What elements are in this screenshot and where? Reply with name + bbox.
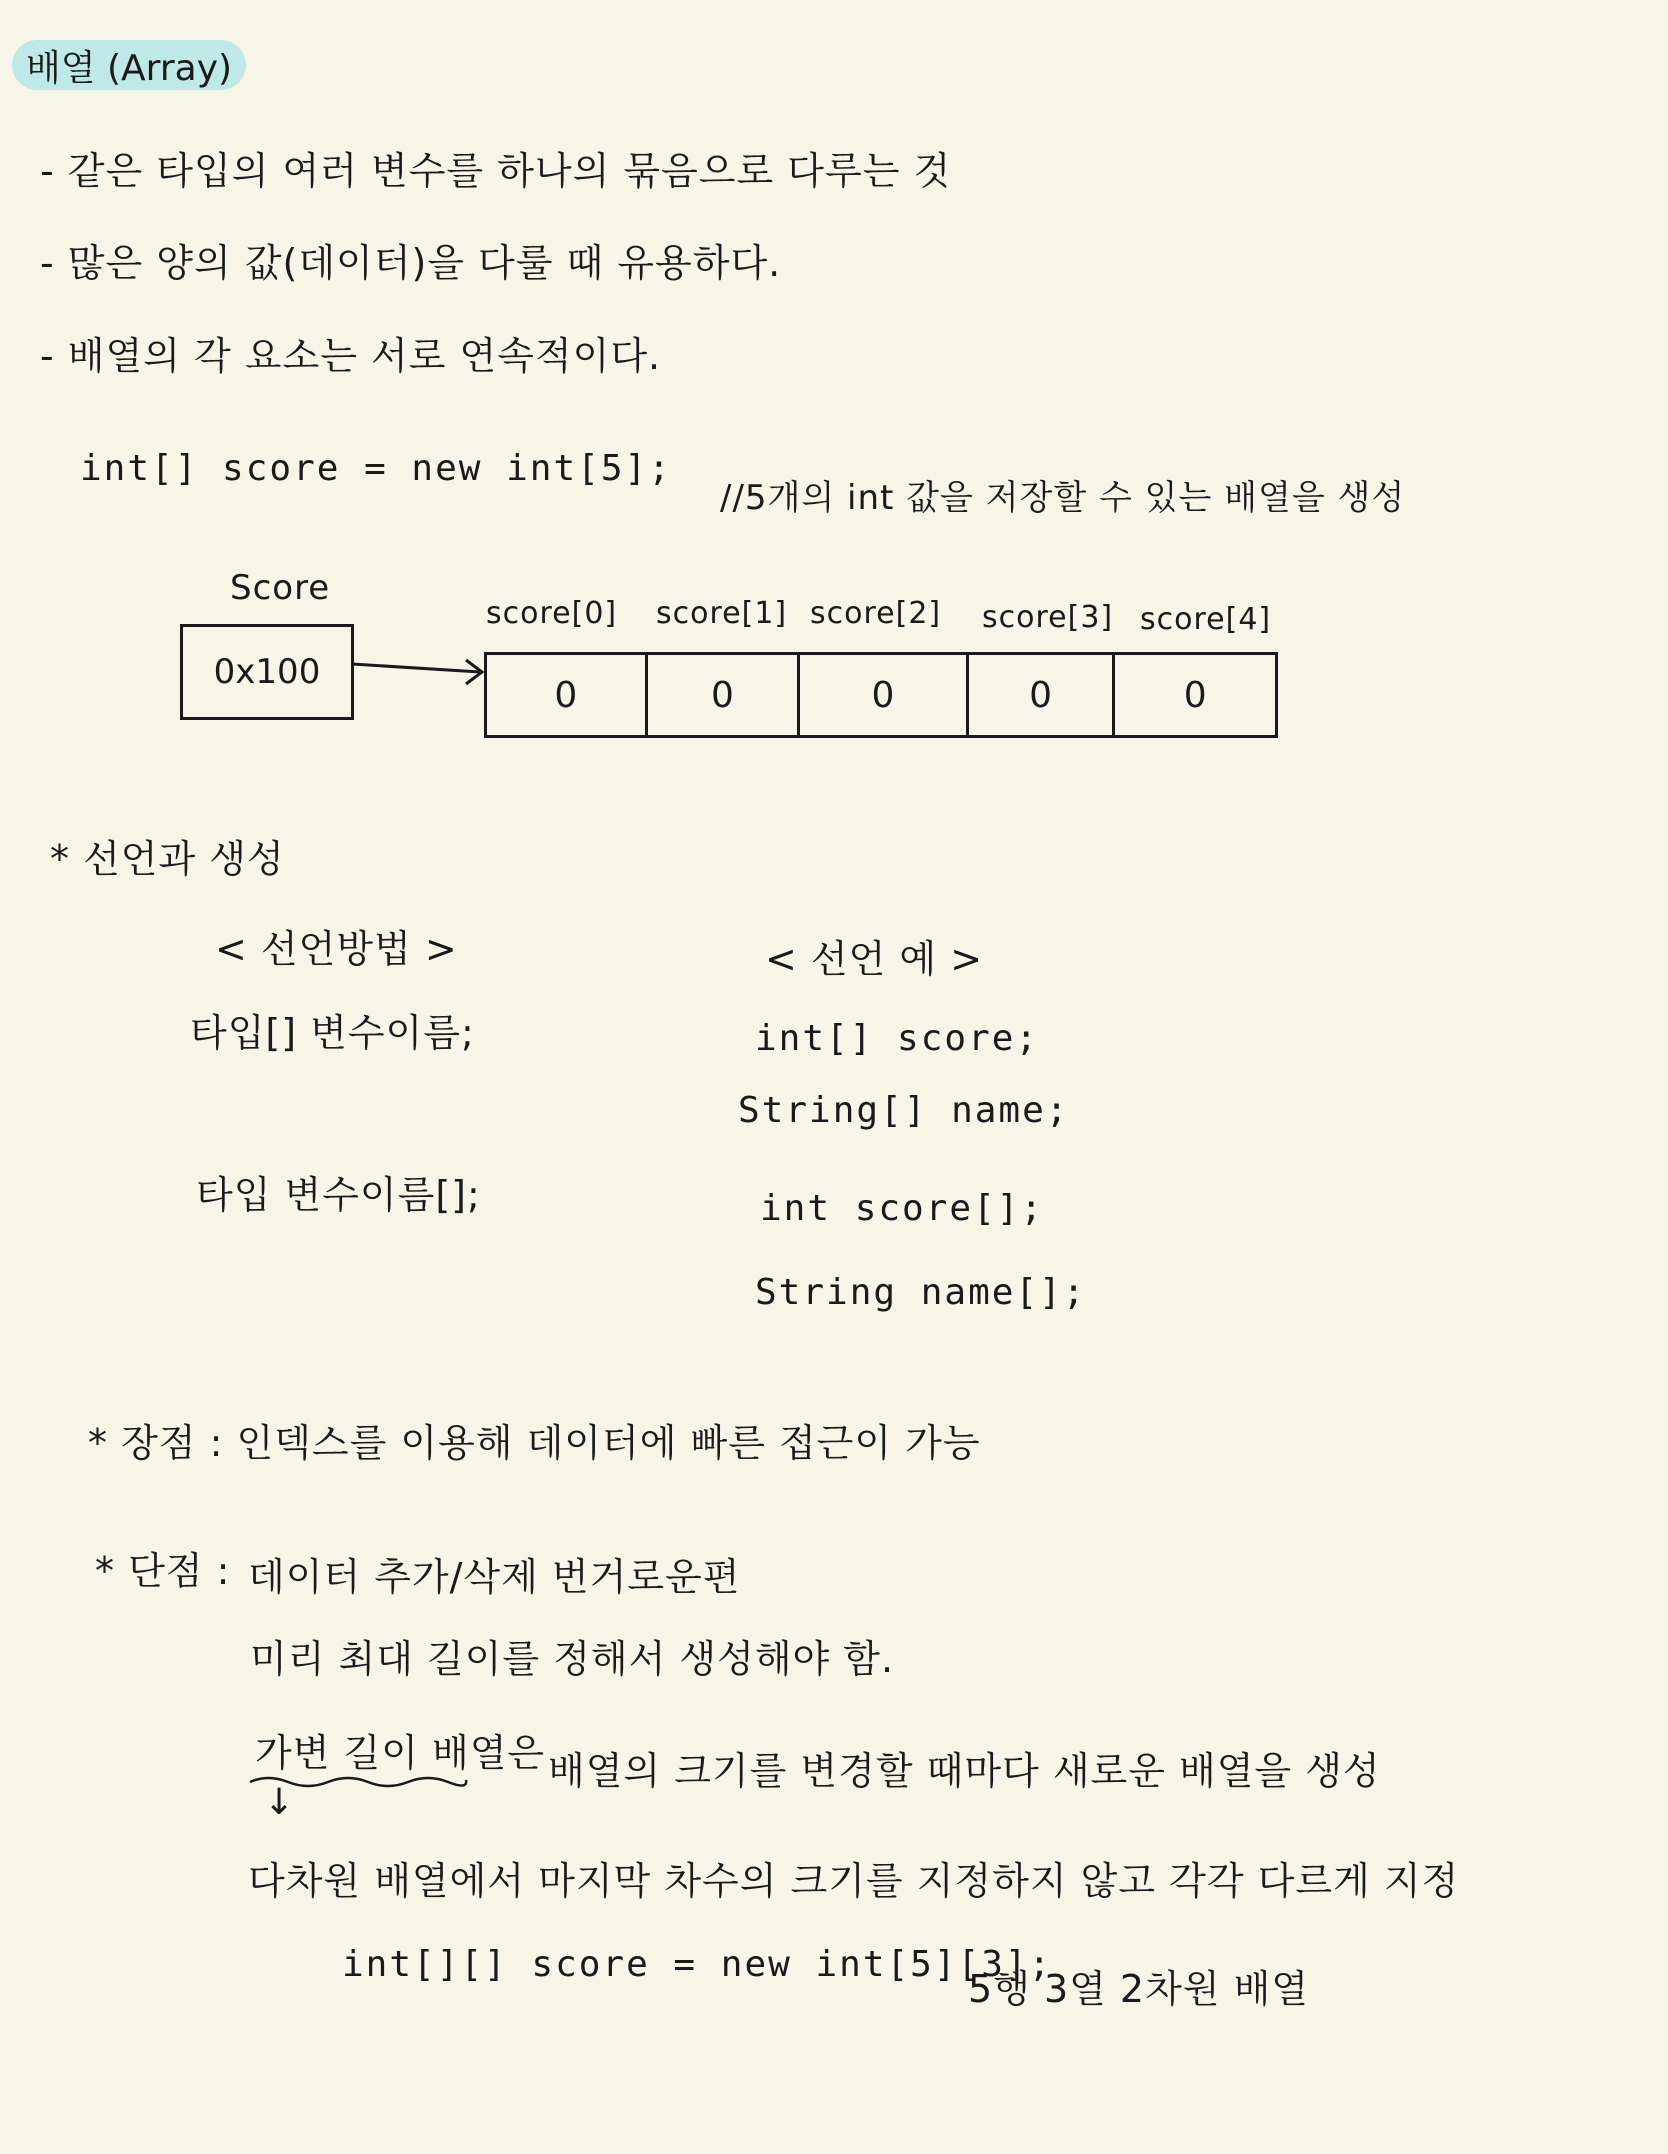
cell-value: 0 (554, 674, 578, 716)
array-declaration-comment: //5개의 int 값을 저장할 수 있는 배열을 생성 (720, 478, 1406, 518)
method-1: 타입[] 변수이름; (190, 1011, 475, 1055)
down-arrow-icon: ↓ (264, 1782, 296, 1823)
example-1b: String[] name; (738, 1090, 1070, 1131)
array-cell (800, 655, 968, 735)
array-cell (487, 655, 648, 735)
pros-line: * 장점 : 인덱스를 이용해 데이터에 빠른 접근이 가능 (88, 1421, 981, 1465)
method-header: < 선언방법 > (215, 927, 458, 971)
array-cell (1115, 655, 1275, 735)
cons-line-3b: 배열의 크기를 변경할 때마다 새로운 배열을 생성 (548, 1749, 1381, 1793)
cons-line-4: 다차원 배열에서 마지막 차수의 크기를 지정하지 않고 각각 다르게 지정 (248, 1859, 1460, 1903)
declaration-heading: * 선언과 생성 (50, 837, 285, 881)
array-declaration-code: int[] score = new int[5]; (80, 448, 672, 489)
cell-value: 0 (871, 674, 895, 716)
bullet-3: - 배열의 각 요소는 서로 연속적이다. (40, 334, 662, 378)
array-cell (969, 655, 1116, 735)
cell-label: score[4] (1140, 602, 1272, 637)
bullet-1: - 같은 타입의 여러 변수를 하나의 묶음으로 다루는 것 (40, 149, 952, 193)
example-1a: int[] score; (755, 1018, 1040, 1059)
cell-label: score[3] (982, 600, 1114, 635)
cell-label: score[1] (656, 596, 788, 631)
method-2: 타입 변수이름[]; (196, 1173, 481, 1217)
cons-line-1: 데이터 추가/삭제 번거로운편 (248, 1555, 741, 1599)
ref-variable-label: Score (230, 568, 331, 608)
cons-label: * 단점 : (95, 1549, 231, 1593)
cons-line-3a: 가변 길이 배열은 (255, 1731, 546, 1775)
cell-value: 0 (1029, 674, 1053, 716)
cell-value: 0 (710, 674, 734, 716)
cell-label: score[0] (486, 596, 618, 631)
array-cell (648, 655, 801, 735)
array-cells (484, 652, 1278, 738)
example-2b: String name[]; (755, 1272, 1087, 1313)
ref-variable-value: 0x100 (213, 652, 321, 692)
bullet-2: - 많은 양의 값(데이터)을 다룰 때 유용하다. (40, 241, 782, 285)
cons-code-note: 5행 3열 2차원 배열 (968, 1967, 1310, 2011)
cons-code: int[][] score = new int[5][3]; (342, 1944, 1053, 1985)
cons-line-2: 미리 최대 길이를 정해서 생성해야 함. (250, 1637, 895, 1681)
example-2a: int score[]; (760, 1188, 1045, 1229)
cell-value: 0 (1183, 674, 1207, 716)
example-header: < 선언 예 > (765, 937, 984, 981)
cell-label: score[2] (810, 596, 942, 631)
page-title: 배열 (Array) (26, 47, 233, 89)
